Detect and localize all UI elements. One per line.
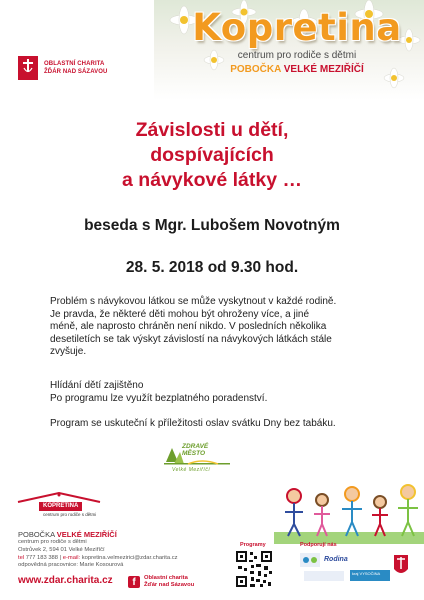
- charita-name-line2: ŽĎÁR NAD SÁZAVOU: [44, 69, 108, 75]
- kopretina-footer-label: KOPRETINA: [39, 502, 82, 511]
- contact-subtitle: centrum pro rodiče s dětmi: [18, 539, 87, 545]
- contact-title-prefix: POBOČKA: [18, 530, 55, 539]
- services-note: [50, 380, 380, 405]
- children-drawing-image: [274, 478, 424, 544]
- email-label: e-mail:: [62, 554, 81, 561]
- contact-address: Ostrůvek 2, 594 01 Velké Meziříčí: [18, 546, 105, 553]
- facebook-icon[interactable]: f: [128, 576, 140, 588]
- charita-name: [44, 60, 108, 76]
- paragraph-line: Problém s návykovou látkou se může vyskytnout v každé rodině.: [50, 296, 337, 307]
- description-paragraph: [50, 296, 380, 359]
- sponsor-logos-image: [300, 551, 410, 585]
- zdrave-line1: ZDRAVÉ: [182, 443, 209, 450]
- charita-name-line1: OBLASTNÍ CHARITA: [44, 61, 105, 67]
- event-subheading: beseda s Mgr. Lubošem Novotným: [84, 217, 340, 234]
- closing-note: Program se uskuteční k příležitosti oslav svátku Dny bez tabáku.: [50, 418, 336, 429]
- paragraph-line: méně, ale naprosto chráněn není nikdo. V posledních několika: [50, 321, 327, 333]
- contact-title-city: VELKÉ MEZIŘÍČÍ: [56, 530, 117, 539]
- brand-title: Kopretina: [192, 6, 402, 49]
- contact-title: [18, 530, 218, 539]
- brand-branch: [170, 63, 424, 77]
- headline-line: a návykové látky …: [122, 169, 302, 191]
- page-footer: [0, 478, 424, 600]
- headline-line: dospívajících: [150, 144, 274, 166]
- headline-line: Závislosti u dětí,: [135, 119, 289, 141]
- sponsor-vysocina: kraj VYSOČINA: [352, 571, 381, 576]
- page-header: [0, 0, 424, 100]
- qr-code-icon[interactable]: [234, 549, 274, 589]
- brand-subtitle: centrum pro rodiče s dětmi: [237, 50, 357, 61]
- zdrave-mesto-title: [182, 443, 208, 457]
- childcare-note: Hlídání dětí zajištěno: [50, 380, 144, 391]
- facebook-page-name[interactable]: [144, 575, 194, 589]
- branch-city: VELKÉ MEZIŘÍČÍ: [283, 64, 364, 75]
- zdrave-mesto-logo: [162, 440, 234, 478]
- charita-cross-icon: [18, 56, 38, 80]
- kopretina-brand: [170, 8, 424, 77]
- sponsor-rodina: Rodina: [324, 556, 348, 563]
- charita-organization: [18, 56, 178, 96]
- event-datetime: 28. 5. 2018 od 9.30 hod.: [125, 259, 299, 276]
- paragraph-line: Je pravda, že některé děti mohou být ohroženy více, a jiné: [50, 308, 310, 320]
- facebook-line1: Oblastní charita: [144, 575, 188, 581]
- sponsor-logos: [300, 551, 410, 585]
- programs-label: Programy: [240, 542, 266, 548]
- phone-label: tel: [18, 554, 25, 561]
- zdrave-mesto-city: Velké Meziříčí: [172, 467, 211, 473]
- kopretina-footer-logo: [14, 492, 104, 518]
- contact-reach: tel 777 183 388 | e-mail: kopretina.velmezirici@zdar.charita.cz: [18, 554, 178, 561]
- paragraph-line: zvyšuje.: [50, 346, 87, 358]
- paragraph-line: desetiletích se tak výskyt závislostí na návykových látkách stále: [50, 333, 332, 345]
- website-link[interactable]: www.zdar.charita.cz: [18, 575, 113, 586]
- zdrave-line2: MĚSTO: [182, 450, 205, 457]
- responsible-worker: odpovědná pracovnice: Marie Kosourová: [18, 562, 124, 569]
- branch-prefix: POBOČKA: [230, 64, 281, 75]
- event-headline: [40, 118, 384, 193]
- contact-info: [18, 530, 218, 570]
- facebook-line2: Žďár nad Sázavou: [144, 582, 195, 588]
- counseling-note: Po programu lze využít bezplatného poradenství.: [50, 392, 268, 404]
- email-address[interactable]: kopretina.velmezirici@zdar.charita.cz: [81, 554, 178, 561]
- kopretina-footer-sub: centrum pro rodiče s dětmi: [43, 512, 97, 517]
- phone-number[interactable]: 777 183 388: [25, 554, 58, 561]
- supporters-label: Podporují nás: [300, 542, 337, 548]
